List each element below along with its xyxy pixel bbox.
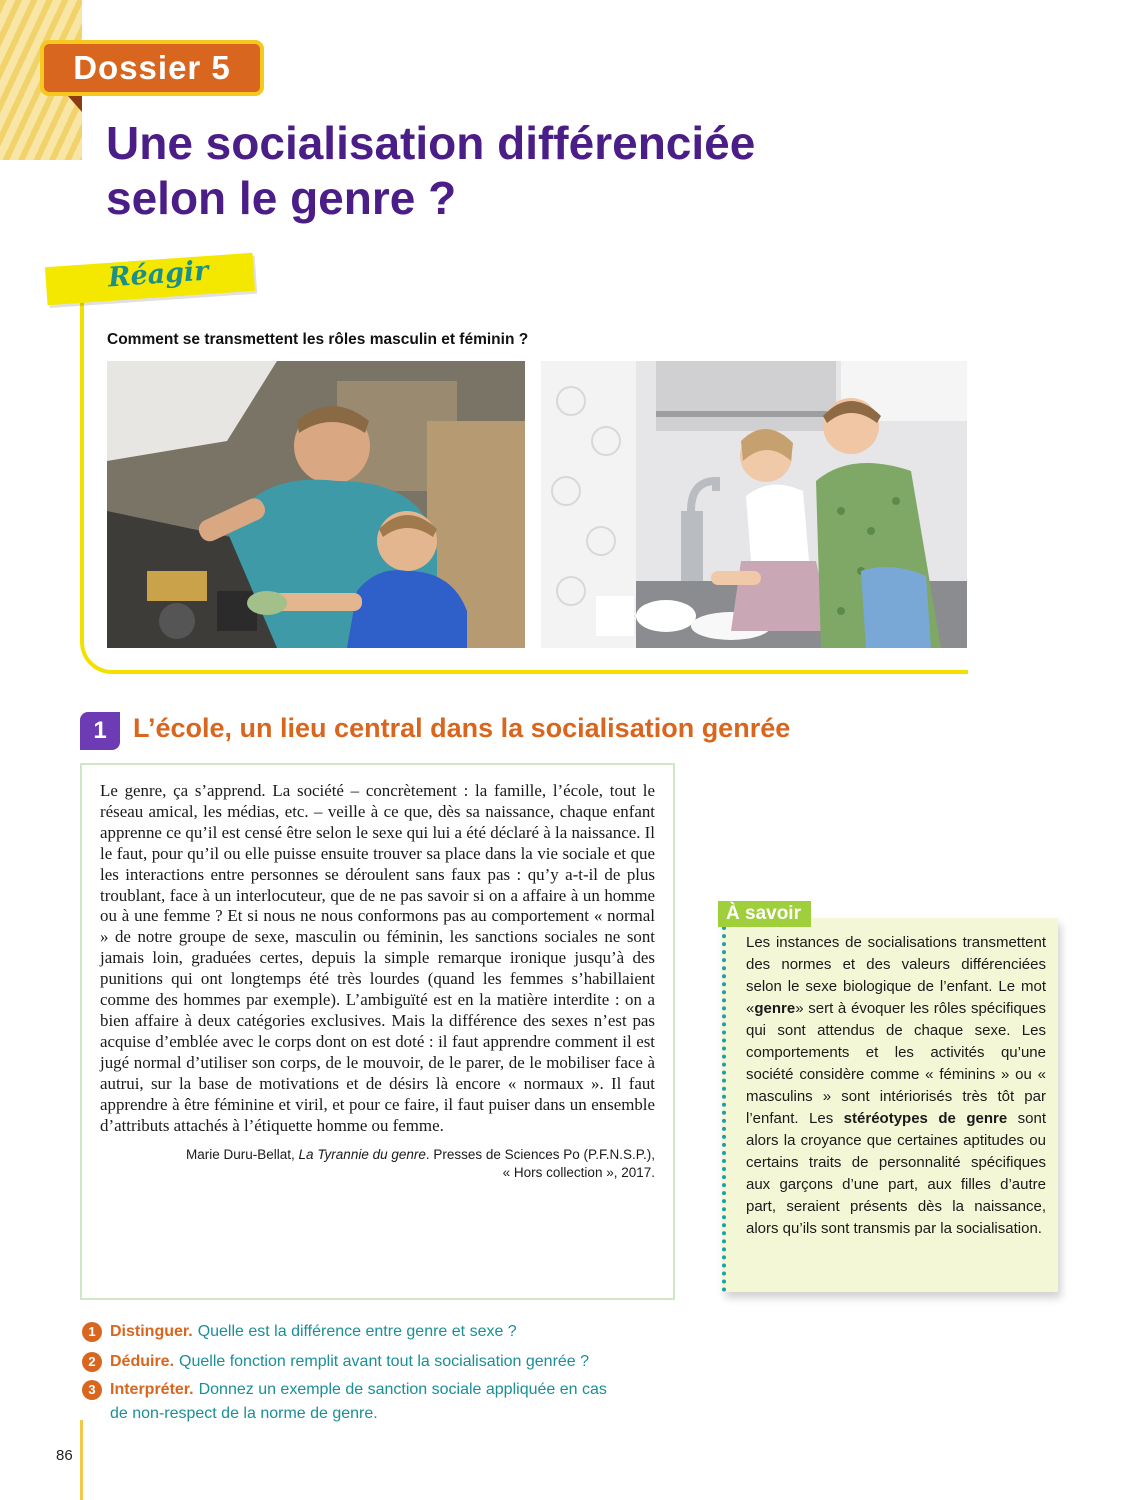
question-number-badge: 2 [82,1352,102,1372]
reagir-label: Réagir [107,255,210,294]
document-quote-box [80,763,675,1300]
question-item [82,1350,589,1374]
margin-rule [80,1420,83,1500]
page-title-line-1: Une socialisation différenciée [106,117,756,169]
a-savoir-header: À savoir [718,901,811,927]
dossier-tag: Dossier 5 [40,40,264,96]
question-number-badge: 3 [82,1380,102,1400]
photo-kitchen-illustration [541,361,967,648]
question-item [82,1378,622,1426]
a-savoir-text-part-1: Les instances de socialisations transmettent des normes et des valeurs différenciées selon le sexe biologique de l’enfant. Le mot « [746,934,1046,1017]
source-book-title: La Tyrannie du genre [298,1147,426,1163]
question-number-badge: 1 [82,1322,102,1342]
source-collection: « Hors collection », 2017. [502,1165,655,1181]
a-savoir-text-part-2: » sert à évoquer les rôles spécifiques qui sont attendus de chaque sexe. Les comportements et les activités qu’une société considère comme « féminins » ou « masculins » sont intériorisés très tôt par l’enfant. Les [746,1000,1046,1127]
page-title [106,116,866,226]
source-author: Marie Duru-Bellat, [185,1147,295,1163]
photo-garage-illustration [107,361,525,648]
question-verb: Interpréter. [110,1381,194,1398]
question-text: Quelle est la différence entre genre et sexe ? [197,1323,517,1340]
document-quote-text: Le genre, ça s’apprend. La société – concrètement : la famille, l’école, tout le réseau amical, les médias, etc. – veille à ce que, dès sa naissance, chaque enfant apprenne ce qu’il est censé être selon le sexe qui lui a été déclaré à la naissance. Il le faut, pour qu’il ou elle puisse ensuite trouver sa place dans la vie sociale et que les interactions entre personnes se déroulent sans faux pas : qu’y a-t-il de plus troublant, face à un interlocuteur, que de ne pas savoir si on a affaire à un homme ou à une femme ? Et si nous ne nous conformons pas au comportement « normal » de notre groupe de sexe, masculin ou féminin, les sanctions sociales ne sont jamais loin, graduées certes, depuis la simple remarque ironique jusqu’à des punitions qui ont longtemps été très lourdes (quand les femmes s’habillaient comme des hommes par exemple). L’ambiguïté est en la matière interdite : on a bien affaire à deux catégories exclusives. Mais la différence des sexes n’est pas acquise d’emblée avec le corps dont on est doté : il faut apprendre comment il est jugé normal d’utiliser son corps, de le mouvoir, de le parer, de le mobiliser face à autrui, sur la base de motivations et de désirs là encore « normaux ». Il faut apprendre à être féminine et viril, et pour ce faire, il faut puiser dans un ensemble d’attributs attachés à l’étiquette homme ou femme. [100,781,655,1135]
question-text: Donnez un exemple de sanction sociale appliquée en cas de non-respect de la norme de genre. [110,1381,607,1422]
source-publisher: . Presses de Sciences Po (P.F.N.S.P.), [425,1147,655,1163]
question-verb: Déduire. [110,1353,175,1370]
a-savoir-box [722,918,1058,1292]
section-title: L’école, un lieu central dans la socialisation genrée [133,713,791,743]
photo-mother-daughter-dishes [541,361,967,648]
photo-father-son-car-engine [107,361,525,648]
section-number-badge: 1 [80,712,120,750]
page-number: 86 [56,1447,73,1464]
a-savoir-term-genre: genre [754,1000,796,1017]
a-savoir-term-stereotypes: stéréotypes de genre [843,1110,1008,1127]
reagir-question: Comment se transmettent les rôles masculin et féminin ? [107,331,529,348]
document-source [100,1146,655,1182]
dossier-tag-fold [68,96,82,112]
question-item [82,1320,517,1344]
question-text: Quelle fonction remplit avant tout la socialisation genrée ? [179,1353,590,1370]
a-savoir-text [746,932,1046,1240]
page-title-line-2: selon le genre ? [106,172,457,224]
question-verb: Distinguer. [110,1323,193,1340]
a-savoir-text-part-3: sont alors la croyance que certaines aptitudes ou certains traits de personnalité spécifiques aux garçons d’une part, aux filles d’autre part, seraient présents dès la naissance, alors qu’ils sont transmis par la socialisation. [746,1110,1046,1237]
